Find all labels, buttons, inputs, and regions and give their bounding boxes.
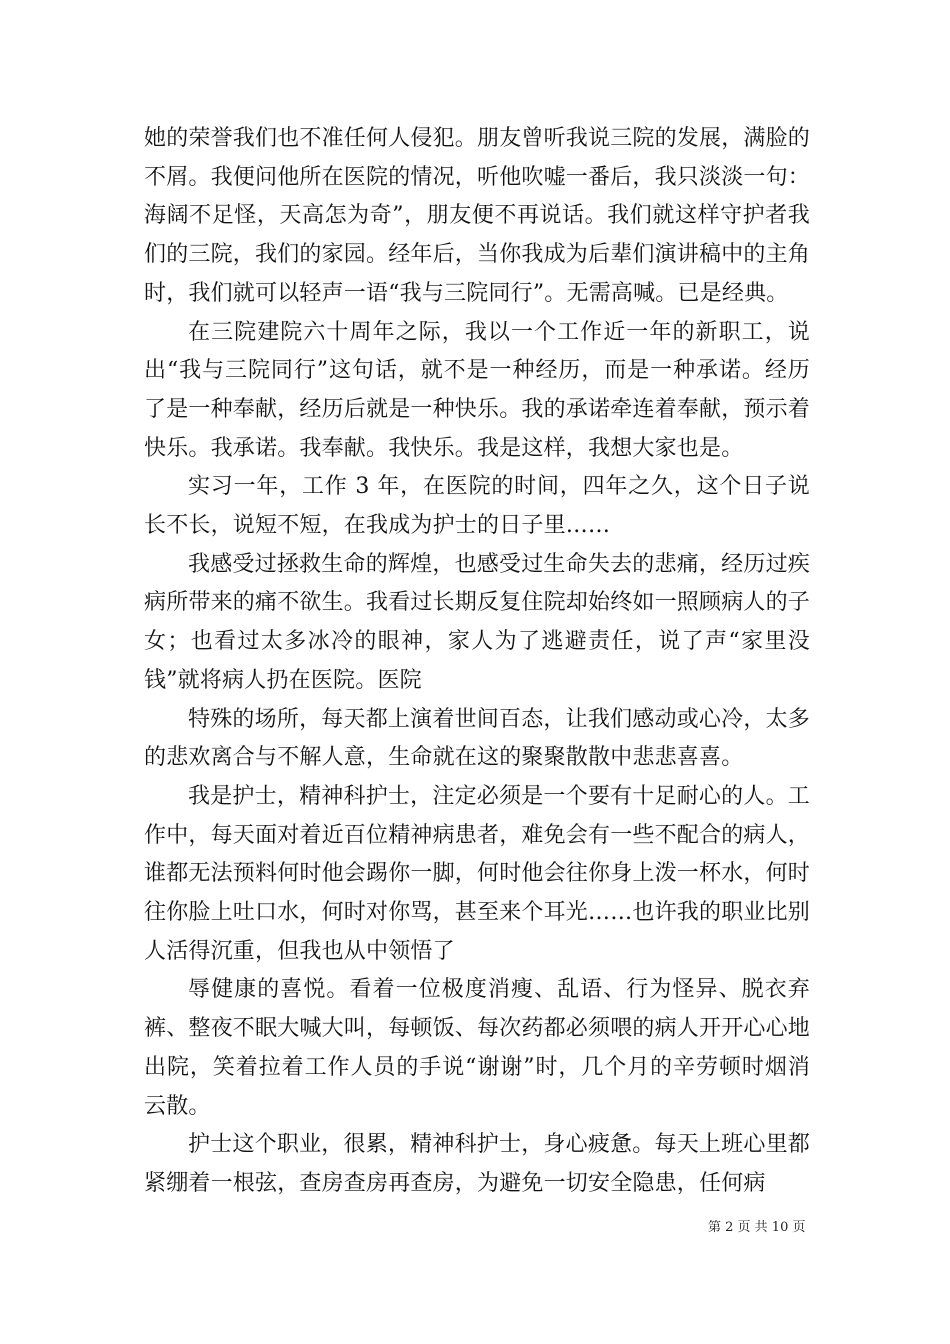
body-text xyxy=(144,120,810,1204)
paragraph: 我感受过拯救生命的辉煌，也感受过生命失去的悲痛，经历过疾病所带来的痛不欲生。我看过长期反复住院却始终如一照顾病人的子女；也看过太多冰冷的眼神，家人为了逃避责任，说了声“家里没钱”就将病人扔在医院。医院 xyxy=(144,551,811,693)
paragraph: 辱健康的喜悦。看着一位极度消瘦、乱语、行为怪异、脱衣弃裤、整夜不眠大喊大叫，每顿饭、每次药都必须喂的病人开开心心地出院，笑着拉着工作人员的手说“谢谢”时，几个月的辛劳顿时烟消云散。 xyxy=(144,977,811,1119)
paragraph: 护士这个职业，很累，精神科护士，身心疲惫。每天上班心里都紧绷着一根弦，查房查房再查房，为避免一切安全隐患，任何病 xyxy=(144,1132,810,1196)
paragraph: 实习一年，工作 3 年，在医院的时间，四年之久，这个日子说长不长，说短不短，在我成为护士的日子里…… xyxy=(144,474,810,539)
paragraph: 她的荣誉我们也不准任何人侵犯。朋友曾听我说三院的发展，满脸的不屑。我便问他所在医院的情况，听他吹嘘一番后，我只淡淡一句：海阔不足怪，天高怎为奇”，朋友便不再说话。我们就这样守护者我们的三院，我们的家园。经年后，当你我成为后辈们演讲稿中的主角时，我们就可以轻声一语“我与三院同行”。无需高喊。已是经典。 xyxy=(144,126,811,306)
paragraph: 特殊的场所，每天都上演着世间百态，让我们感动或心冷，太多的悲欢离合与不解人意，生命就在这的聚聚散散中悲悲喜喜。 xyxy=(144,706,810,771)
paragraph: 我是护士，精神科护士，注定必须是一个要有十足耐心的人。工作中，每天面对着近百位精神病患者，难免会有一些不配合的病人，谁都无法预料何时他会踢你一脚，何时他会往你身上泼一杯水，何时往你脸上吐口水，何时对你骂，甚至来个耳光……也许我的职业比别人活得沉重，但我也从中领悟了 xyxy=(144,783,811,964)
paragraph: 在三院建院六十周年之际，我以一个工作近一年的新职工，说出“我与三院同行”这句话，就不是一种经历，而是一种承诺。经历了是一种奉献，经历后就是一种快乐。我的承诺牵连着奉献，预示着快乐。我承诺。我奉献。我快乐。我是这样，我想大家也是。 xyxy=(144,319,811,461)
page-number-footer: 第 2 页 共 10 页 xyxy=(708,1220,806,1235)
